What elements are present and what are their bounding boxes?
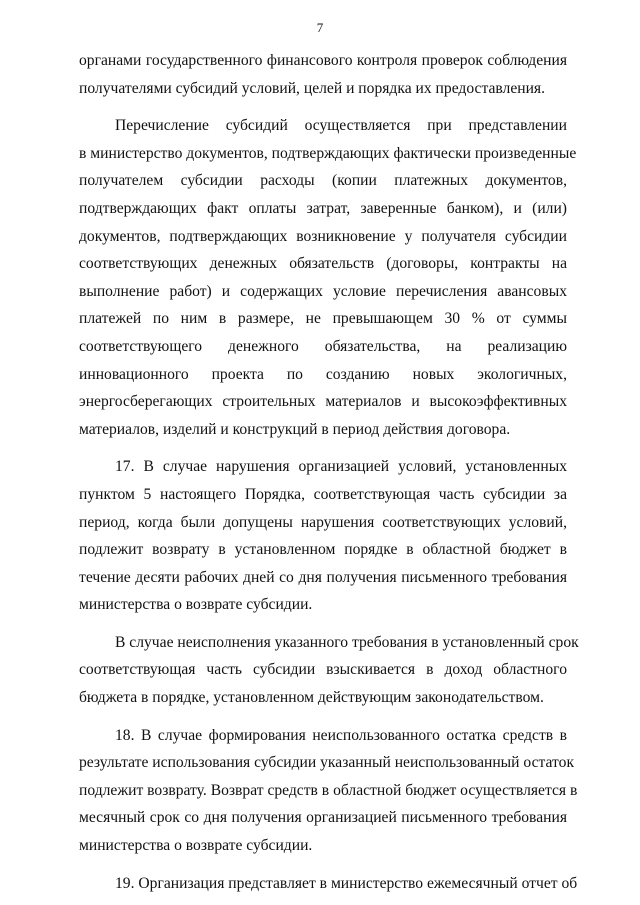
- text-line: течение десяти рабочих дней со дня получения письменного требования: [79, 568, 567, 586]
- text-line: подлежит возврату в установленном порядке в областной бюджет в: [79, 541, 567, 559]
- text-line: подтверждающих факт оплаты затрат, заверенные банком), и (или): [79, 199, 567, 217]
- text-line: получателями субсидий условий, целей и порядка их предоставления.: [79, 79, 545, 97]
- paragraph: [79, 870, 578, 898]
- text-line: энергосберегающих строительных материалов и высокоэффективных: [79, 393, 567, 411]
- text-line: результате использования субсидии указанный неиспользованный остаток: [79, 754, 575, 772]
- text-line: получателем субсидии расходы (копии платежных документов,: [79, 172, 567, 190]
- text-line: министерства о возврате субсидии.: [79, 596, 313, 614]
- text-line: подлежит возврату. Возврат средств в областной бюджет осуществляется в: [79, 781, 578, 799]
- text-line: документов, подтверждающих возникновение у получателя субсидии: [79, 227, 567, 245]
- text-line: бюджета в порядке, установленном действующим законодательством.: [79, 689, 544, 707]
- paragraph: [79, 629, 579, 712]
- document-body: [79, 47, 579, 897]
- text-line: органами государственного финансового контроля проверок соблюдения: [79, 52, 567, 69]
- text-line: выполнение работ) и содержащих условие перечисления авансовых: [79, 282, 567, 300]
- text-line: соответствующего денежного обязательства, на реализацию: [79, 337, 567, 355]
- text-line: месячный срок со дня получения организацией письменного требования: [79, 809, 567, 827]
- paragraph: [79, 112, 577, 443]
- text-line: платежей по ним в размере, не превышающем 30 % от суммы: [79, 310, 567, 328]
- text-line: министерства о возврате субсидии.: [79, 837, 313, 855]
- paragraph: [79, 453, 567, 619]
- text-line: в министерство документов, подтверждающих фактически произведенные: [79, 144, 577, 162]
- paragraph: [79, 722, 578, 860]
- paragraph: [79, 47, 567, 102]
- text-line: материалов, изделий и конструкций в период действия договора.: [79, 420, 511, 438]
- text-line: инновационного проекта по созданию новых экологичных,: [79, 365, 567, 383]
- text-line: соответствующих денежных обязательств (договоры, контракты на: [79, 255, 567, 273]
- text-line: соответствующая часть субсидии взыскивается в доход областного: [79, 661, 567, 679]
- text-line: 17. В случае нарушения организацией условий, установленных: [115, 458, 567, 476]
- text-line: В случае неисполнения указанного требования в установленный срок: [115, 633, 579, 651]
- text-line: Перечисление субсидий осуществляется при представлении: [115, 117, 567, 135]
- text-line: пунктом 5 настоящего Порядка, соответствующая часть субсидии за: [79, 485, 567, 503]
- text-line: 19. Организация представляет в министерство ежемесячный отчет об: [115, 874, 578, 892]
- page-number: 7: [316, 20, 324, 35]
- text-line: период, когда были допущены нарушения соответствующих условий,: [79, 513, 567, 531]
- text-line: 18. В случае формирования неиспользованного остатка средств в: [115, 726, 567, 744]
